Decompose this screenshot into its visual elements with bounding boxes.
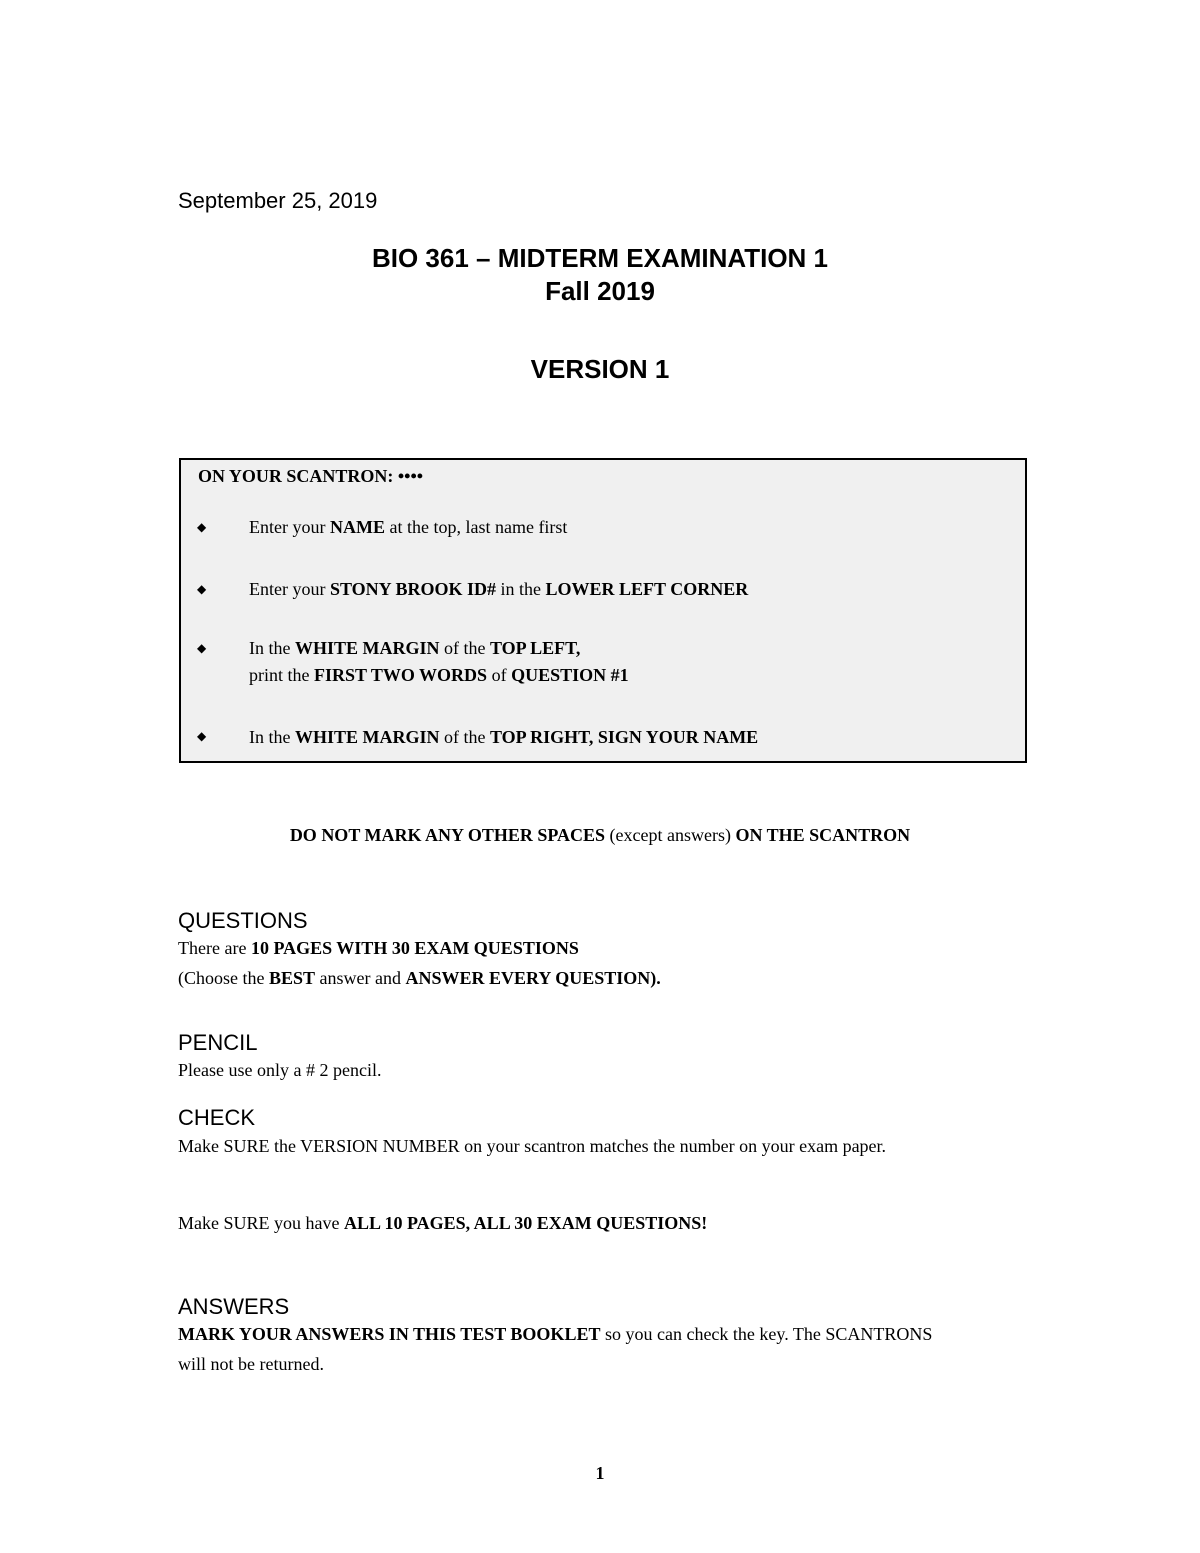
scantron-instructions-box bbox=[179, 458, 1027, 763]
scantron-heading-dots: •••• bbox=[397, 466, 424, 486]
exam-title-line2: Fall 2019 bbox=[545, 276, 655, 306]
check-text-pages bbox=[178, 1208, 998, 1238]
warning-text: ON THE SCANTRON bbox=[735, 825, 911, 845]
item-text: In the bbox=[249, 638, 295, 658]
check-text-version: Make SURE the VERSION NUMBER on your scantron matches the number on your exam paper. bbox=[178, 1136, 887, 1156]
page-number: 1 bbox=[595, 1463, 605, 1483]
item-emphasis: TOP RIGHT, SIGN YOUR NAME bbox=[489, 727, 759, 747]
bullet-icon: ◆ bbox=[197, 520, 207, 534]
check-heading: CHECK bbox=[178, 1105, 256, 1130]
item-text: Enter your bbox=[249, 579, 330, 599]
bullet-icon: ◆ bbox=[197, 729, 207, 743]
item-emphasis: QUESTION #1 bbox=[511, 665, 629, 685]
exam-date: September 25, 2019 bbox=[178, 188, 378, 213]
item-emphasis: NAME bbox=[329, 517, 385, 537]
scantron-item-top-left bbox=[249, 635, 629, 689]
pencil-text: Please use only a # 2 pencil. bbox=[178, 1060, 382, 1080]
scantron-heading-label: ON YOUR SCANTRON: bbox=[198, 466, 394, 486]
item-text: in the bbox=[496, 579, 546, 599]
bullet-icon: ◆ bbox=[197, 641, 207, 655]
item-text: Enter your bbox=[249, 517, 330, 537]
scantron-heading bbox=[198, 466, 423, 487]
item-emphasis: LOWER LEFT CORNER bbox=[545, 579, 749, 599]
warning-text: (except answers) bbox=[605, 825, 736, 845]
item-text: print the bbox=[249, 665, 314, 685]
section-emphasis: 10 PAGES WITH 30 EXAM QUESTIONS bbox=[250, 938, 579, 958]
exam-version: VERSION 1 bbox=[530, 354, 670, 384]
do-not-mark-warning bbox=[0, 825, 1200, 846]
item-text: of the bbox=[439, 638, 490, 658]
item-text: of bbox=[487, 665, 512, 685]
item-emphasis: TOP LEFT, bbox=[489, 638, 581, 658]
item-emphasis: WHITE MARGIN bbox=[294, 727, 440, 747]
section-text: so you can check the key. The SCANTRONS will not be returned. bbox=[178, 1324, 933, 1374]
exam-title-line1: BIO 361 – MIDTERM EXAMINATION 1 bbox=[371, 243, 829, 273]
section-text: There are bbox=[178, 938, 251, 958]
scantron-item-top-right bbox=[249, 724, 758, 751]
section-text: (Choose the bbox=[178, 968, 269, 988]
item-text: at the top, last name first bbox=[384, 517, 568, 537]
item-text: of the bbox=[439, 727, 490, 747]
section-text: Make SURE you have bbox=[178, 1213, 344, 1233]
item-emphasis: STONY BROOK ID# bbox=[329, 579, 497, 599]
questions-heading: QUESTIONS bbox=[178, 908, 308, 933]
item-emphasis: WHITE MARGIN bbox=[294, 638, 440, 658]
section-emphasis: ). bbox=[650, 968, 661, 988]
section-emphasis: ANSWER EVERY QUESTION bbox=[405, 968, 651, 988]
item-text: In the bbox=[249, 727, 295, 747]
section-emphasis: MARK YOUR ANSWERS IN THIS TEST BOOKLET bbox=[178, 1324, 601, 1344]
answers-text bbox=[178, 1319, 938, 1379]
section-emphasis: ALL 10 PAGES, ALL 30 EXAM QUESTIONS! bbox=[343, 1213, 708, 1233]
scantron-item-name bbox=[249, 514, 567, 541]
questions-text bbox=[178, 933, 998, 993]
answers-heading: ANSWERS bbox=[178, 1294, 290, 1319]
exam-title bbox=[0, 242, 1200, 308]
bullet-icon: ◆ bbox=[197, 582, 207, 596]
scantron-item-id bbox=[249, 576, 748, 603]
section-text: answer and bbox=[315, 968, 406, 988]
item-emphasis: FIRST TWO WORDS bbox=[314, 665, 488, 685]
section-emphasis: BEST bbox=[268, 968, 316, 988]
pencil-heading: PENCIL bbox=[178, 1030, 258, 1055]
warning-text: DO NOT MARK ANY OTHER SPACES bbox=[289, 825, 606, 845]
